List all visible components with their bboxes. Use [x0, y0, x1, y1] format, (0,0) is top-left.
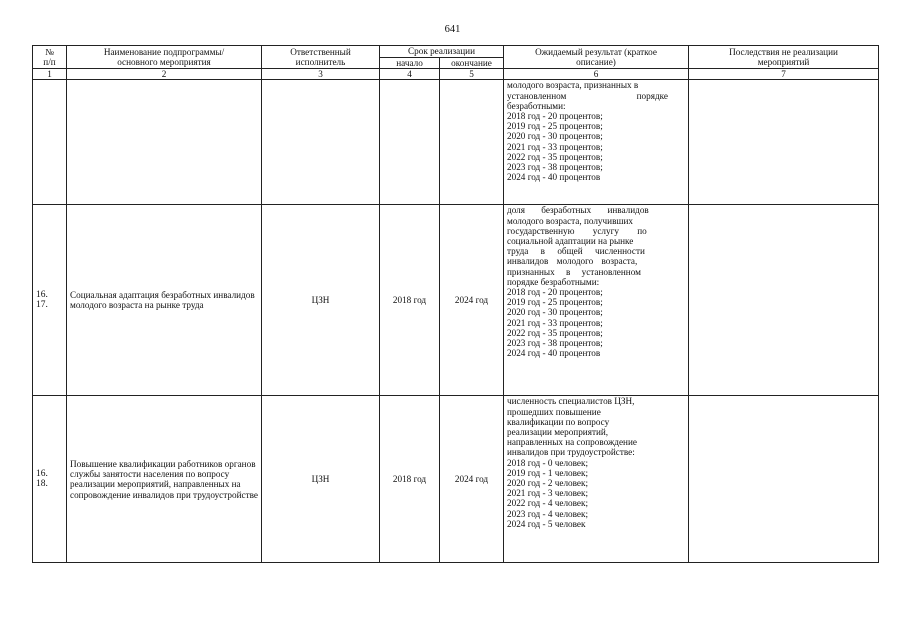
table-row — [33, 205, 879, 396]
result-line: безработными: — [507, 100, 566, 111]
header-row — [33, 46, 879, 58]
consequences-cell — [689, 80, 879, 205]
header-consequences — [689, 46, 879, 69]
consequences-cell — [689, 396, 879, 563]
start-cell: 2018 год — [380, 396, 440, 563]
result-line: направленных на сопровождение — [507, 437, 637, 448]
measures-table — [32, 45, 879, 563]
result-line: социальной адаптации на рынке — [507, 236, 634, 247]
result-line: государственную услугу по — [507, 225, 647, 236]
header-name — [67, 46, 262, 69]
index-cell: 6 — [504, 69, 689, 80]
result-line: 2018 год - 0 человек; — [507, 457, 589, 468]
num-cell: 16. 18. — [33, 396, 67, 563]
result-cell — [504, 205, 689, 396]
header-num — [33, 46, 67, 69]
result-line: труда в общей численности — [507, 246, 645, 257]
result-line: 2021 год - 3 человек; — [507, 488, 589, 499]
executor-cell: ЦЗН — [262, 396, 380, 563]
name-cell: Социальная адаптация безработных инвалидов молодого возраста на рынке труда — [67, 205, 262, 396]
end-cell — [440, 80, 504, 205]
num-cell: 16. 17. — [33, 205, 67, 396]
table-row — [33, 396, 879, 563]
result-line: 2018 год - 20 процентов; — [507, 111, 603, 122]
index-cell: 7 — [689, 69, 879, 80]
header-consequences-line2: мероприятий — [757, 57, 810, 68]
index-cell: 5 — [440, 69, 504, 80]
index-cell: 2 — [67, 69, 262, 80]
header-name-line2: основного мероприятия — [117, 57, 211, 68]
result-cell — [504, 80, 689, 205]
name-cell — [67, 80, 262, 205]
header-result-line2: описание) — [576, 57, 616, 68]
result-line: 2020 год - 30 процентов; — [507, 307, 603, 318]
result-line: порядке безработными: — [507, 276, 600, 287]
header-executor — [262, 46, 380, 69]
result-line: прошедших повышение — [507, 406, 601, 417]
result-cell — [504, 396, 689, 563]
result-line: 2023 год - 38 процентов; — [507, 338, 603, 349]
index-cell: 1 — [33, 69, 67, 80]
result-line: 2021 год - 33 процентов; — [507, 317, 603, 328]
page-number: 641 — [444, 24, 461, 35]
index-row — [33, 69, 879, 80]
result-line: доля безработных инвалидов — [507, 205, 649, 216]
header-num-line2: п/п — [43, 57, 56, 68]
start-cell: 2018 год — [380, 205, 440, 396]
header-end: окончание — [440, 58, 504, 69]
header-consequences-line1: Последствия не реализации — [729, 46, 838, 57]
consequences-cell — [689, 205, 879, 396]
num-cell — [33, 80, 67, 205]
header-period: Срок реализации — [380, 46, 504, 58]
table-row — [33, 80, 879, 205]
result-line: 2023 год - 4 человек; — [507, 508, 589, 519]
result-line: 2023 год - 38 процентов; — [507, 162, 603, 173]
header-name-line1: Наименование подпрограммы/ — [103, 46, 225, 57]
result-line: квалификации по вопросу — [507, 416, 610, 427]
header-executor-line2: исполнитель — [295, 57, 346, 68]
result-line: 2020 год - 30 процентов; — [507, 131, 603, 142]
executor-cell — [262, 80, 380, 205]
index-cell: 3 — [262, 69, 380, 80]
result-line: 2024 год - 40 процентов — [507, 172, 601, 183]
result-line: 2022 год - 35 процентов; — [507, 151, 603, 162]
result-line: 2022 год - 35 процентов; — [507, 327, 603, 338]
header-num-line1: № — [45, 46, 54, 57]
result-line: инвалидов при трудоустройстве: — [507, 447, 635, 458]
index-cell: 4 — [380, 69, 440, 80]
result-line: 2019 год - 25 процентов; — [507, 297, 603, 308]
result-line: 2019 год - 1 человек; — [507, 467, 589, 478]
result-line: численность специалистов ЦЗН, — [507, 396, 635, 407]
result-line: 2024 год - 5 человек — [507, 518, 586, 529]
result-line: 2019 год - 25 процентов; — [507, 121, 603, 132]
result-line: признанных в установленном — [507, 266, 641, 277]
result-line: молодого возраста, получивших — [507, 215, 633, 226]
result-line: 2018 год - 20 процентов; — [507, 287, 603, 298]
result-line: реализации мероприятий, — [507, 427, 609, 438]
header-result-line1: Ожидаемый результат (краткое — [535, 46, 657, 57]
executor-cell: ЦЗН — [262, 205, 380, 396]
start-cell — [380, 80, 440, 205]
result-line: 2021 год - 33 процентов; — [507, 141, 603, 152]
result-line: установленном порядке — [507, 90, 668, 101]
result-line: молодого возраста, признанных в — [507, 80, 639, 91]
result-line: инвалидов молодого возраста, — [507, 256, 638, 267]
result-line: 2022 год - 4 человек; — [507, 498, 589, 509]
header-executor-line1: Ответственный — [290, 46, 351, 57]
end-cell: 2024 год — [440, 396, 504, 563]
header-start: начало — [380, 58, 440, 69]
result-line: 2024 год - 40 процентов — [507, 348, 601, 359]
header-result — [504, 46, 689, 69]
name-cell: Повышение квалификации работников органов службы занятости населения по вопросу реализации мероприятий, направленных на сопровождение инвалидов при трудоустройстве — [67, 396, 262, 563]
end-cell: 2024 год — [440, 205, 504, 396]
result-line: 2020 год - 2 человек; — [507, 478, 589, 489]
